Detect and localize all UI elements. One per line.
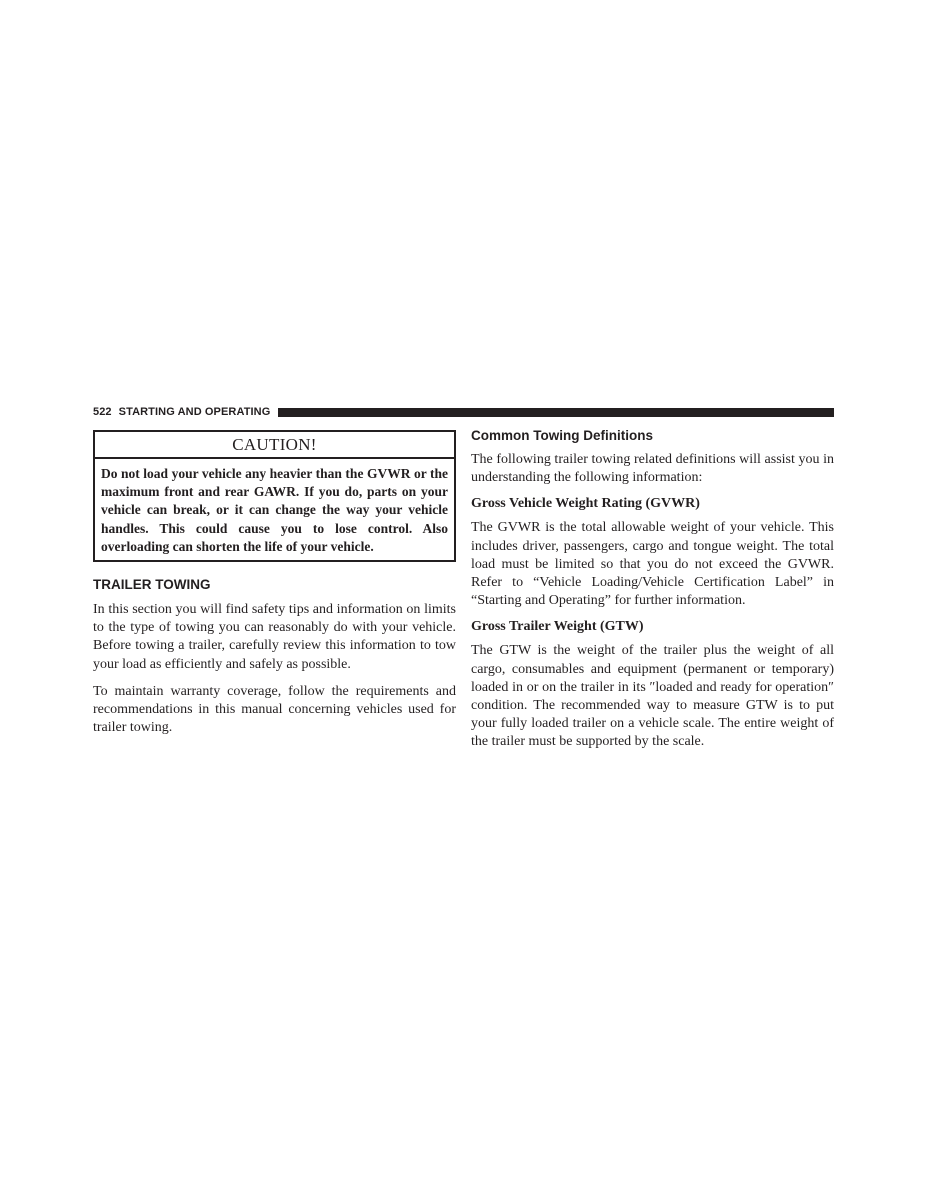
left-column [93,430,456,737]
trailer-towing-heading: TRAILER TOWING [93,577,211,593]
definitions-heading: Common Towing Definitions [471,428,653,443]
gtw-paragraph: The GTW is the weight of the trailer plus the weight of all cargo, consumables and equipment (permanent or temporary) loaded in or on the trailer in its ″loaded and ready for operation″ condition. The recommended way to measure GTW is to put your fully loaded trailer on a vehicle scale. The entire weight of the trailer must be supported by the scale. [471,643,834,750]
gvwr-heading: Gross Vehicle Weight Rating (GVWR) [471,496,700,512]
trailer-towing-paragraph: In this section you will find safety tips and information on limits to the type of towing you can reasonably do with your vehicle. Before towing a trailer, carefully review this information to tow your load as efficiently and safely as possible. [93,602,456,672]
warranty-paragraph: To maintain warranty coverage, follow the requirements and recommendations in this manual concerning vehicles used for trailer towing. [93,683,456,736]
definitions-intro: The following trailer towing related definitions will assist you in understanding the following information: [471,452,834,486]
caution-title: CAUTION! [95,432,454,459]
caution-text: Do not load your vehicle any heavier than the GVWR or the maximum front and rear GAWR. If you do, parts on your vehicle can break, or it can change the way your vehicle handles. This could cause you to lose control. Also overloading can shorten the life of your vehicle. [101,466,448,554]
page-header [93,405,834,419]
gvwr-paragraph: The GVWR is the total allowable weight of your vehicle. This includes driver, passengers, cargo and tongue weight. The total load must be limited so that you do not exceed the GVWR. Refer to “Vehicle Loading/Vehicle Certification Label” in “Starting and Operating” for further information. [471,520,834,609]
gtw-heading: Gross Trailer Weight (GTW) [471,619,644,635]
section-title: STARTING AND OPERATING [118,406,271,418]
right-column [471,428,834,752]
page-number: 522 [93,406,112,418]
caution-box [93,430,456,562]
header-rule [278,408,834,417]
